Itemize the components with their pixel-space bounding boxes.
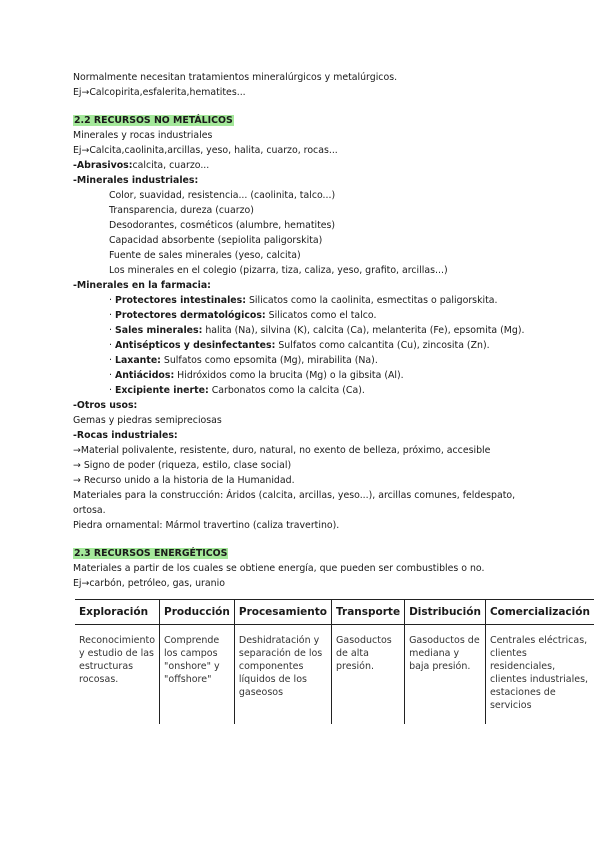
section-description: Materiales a partir de los cuales se obtiene energía, que pueden ser combustibles o no. — [73, 563, 485, 574]
list-item: → Recurso unido a la historia de la Humanidad. — [73, 475, 295, 486]
bullet: · — [109, 310, 112, 321]
list-item: Fuente de sales minerales (yeso, calcita) — [109, 250, 301, 261]
item-label: Protectores intestinales: — [114, 295, 246, 306]
column-header: Transporte — [332, 600, 405, 625]
abrasivos-text: calcita, cuarzo... — [132, 160, 210, 171]
otros-usos-text: Gemas y piedras semipreciosas — [73, 415, 222, 426]
section-subtitle: Minerales y rocas industriales — [73, 130, 213, 141]
item-label: Laxante: — [114, 355, 161, 366]
ornamental-text: Piedra ornamental: Mármol travertino (caliza travertino). — [73, 520, 340, 531]
table-row — [75, 625, 594, 725]
section-heading-2-3: 2.3 RECURSOS ENERGÉTICOS — [74, 548, 228, 559]
item-label: Antiácidos: — [114, 370, 175, 381]
minerales-industriales-label: -Minerales industriales: — [73, 175, 199, 186]
column-header: Comercialización — [485, 600, 593, 625]
list-item: Desodorantes, cosméticos (alumbre, hematites) — [109, 220, 336, 231]
item-label: Protectores dermatológicos: — [114, 310, 266, 321]
intro-line-1: Normalmente necesitan tratamientos mineralúrgicos y metalúrgicos. — [73, 72, 398, 83]
section-example: Ej→carbón, petróleo, gas, uranio — [73, 578, 225, 589]
bullet: · — [109, 340, 112, 351]
item-text: Sulfatos como epsomita (Mg), mirabilita (Na). — [160, 355, 378, 366]
item-label: Excipiente inerte: — [114, 385, 209, 396]
list-item: Color, suavidad, resistencia... (caolinita, talco...) — [109, 190, 336, 201]
item-text: Hidróxidos como la brucita (Mg) o la gibsita (Al). — [174, 370, 404, 381]
item-text: halita (Na), silvina (K), calcita (Ca), melanterita (Fe), epsomita (Mg). — [202, 325, 525, 336]
abrasivos-label: -Abrasivos: — [73, 160, 133, 171]
energy-process-table — [75, 599, 594, 724]
rocas-industriales-label: -Rocas industriales: — [73, 430, 178, 441]
table-cell: Gasoductos de mediana y baja presión. — [405, 625, 486, 725]
bullet: · — [109, 325, 112, 336]
item-text: Silicatos como la caolinita, esmectitas o paligorskita. — [245, 295, 498, 306]
table-cell: Centrales eléctricas, clientes residenciales, clientes industriales, estaciones de servicios — [485, 625, 593, 725]
minerales-farmacia-label: -Minerales en la farmacia: — [73, 280, 211, 291]
item-text: Silicatos como el talco. — [265, 310, 377, 321]
column-header: Procesamiento — [234, 600, 331, 625]
item-label: Sales minerales: — [114, 325, 203, 336]
column-header: Producción — [160, 600, 235, 625]
bullet: · — [109, 355, 112, 366]
list-item — [73, 323, 553, 338]
column-header: Exploración — [75, 600, 160, 625]
list-item: Capacidad absorbente (sepiolita paligorskita) — [109, 235, 323, 246]
list-item — [73, 383, 553, 398]
table-cell: Gasoductos de alta presión. — [332, 625, 405, 725]
column-header: Distribución — [405, 600, 486, 625]
section-heading-2-2: 2.2 RECURSOS NO METÁLICOS — [74, 115, 233, 126]
bullet: · — [109, 295, 112, 306]
intro-example: Ej→Calcopirita,esfalerita,hematites... — [73, 87, 246, 98]
table-header-row — [75, 600, 594, 625]
list-item: → Signo de poder (riqueza, estilo, clase social) — [73, 460, 292, 471]
bullet: · — [109, 385, 112, 396]
item-label: Antisépticos y desinfectantes: — [114, 340, 276, 351]
construccion-text: Materiales para la construcción: Áridos (calcita, arcillas, yeso...), arcillas comunes, feldespato, ortosa. — [73, 490, 516, 516]
document-page — [73, 70, 590, 724]
table-cell: Comprende los campos "onshore" y "offshore" — [160, 625, 235, 725]
abrasivos-line — [73, 158, 553, 173]
bullet: · — [109, 370, 112, 381]
list-item — [73, 338, 553, 353]
list-item — [73, 308, 553, 323]
list-item: Transparencia, dureza (cuarzo) — [109, 205, 254, 216]
table-cell: Reconocimiento y estudio de las estructuras rocosas. — [79, 635, 156, 685]
list-item: Los minerales en el colegio (pizarra, tiza, caliza, yeso, grafito, arcillas...) — [109, 265, 448, 276]
list-item — [73, 293, 553, 308]
table-cell: Deshidratación y separación de los componentes líquidos de los gaseosos — [234, 625, 331, 725]
list-item: →Material polivalente, resistente, duro, natural, no exento de belleza, próximo, accesible — [73, 445, 491, 456]
otros-usos-label: -Otros usos: — [73, 400, 138, 411]
list-item — [73, 353, 553, 368]
section-example: Ej→Calcita,caolinita,arcillas, yeso, halita, cuarzo, rocas... — [73, 145, 338, 156]
item-text: Sulfatos como calcantita (Cu), zincosita (Zn). — [275, 340, 490, 351]
list-item — [73, 368, 553, 383]
item-text: Carbonatos como la calcita (Ca). — [208, 385, 365, 396]
